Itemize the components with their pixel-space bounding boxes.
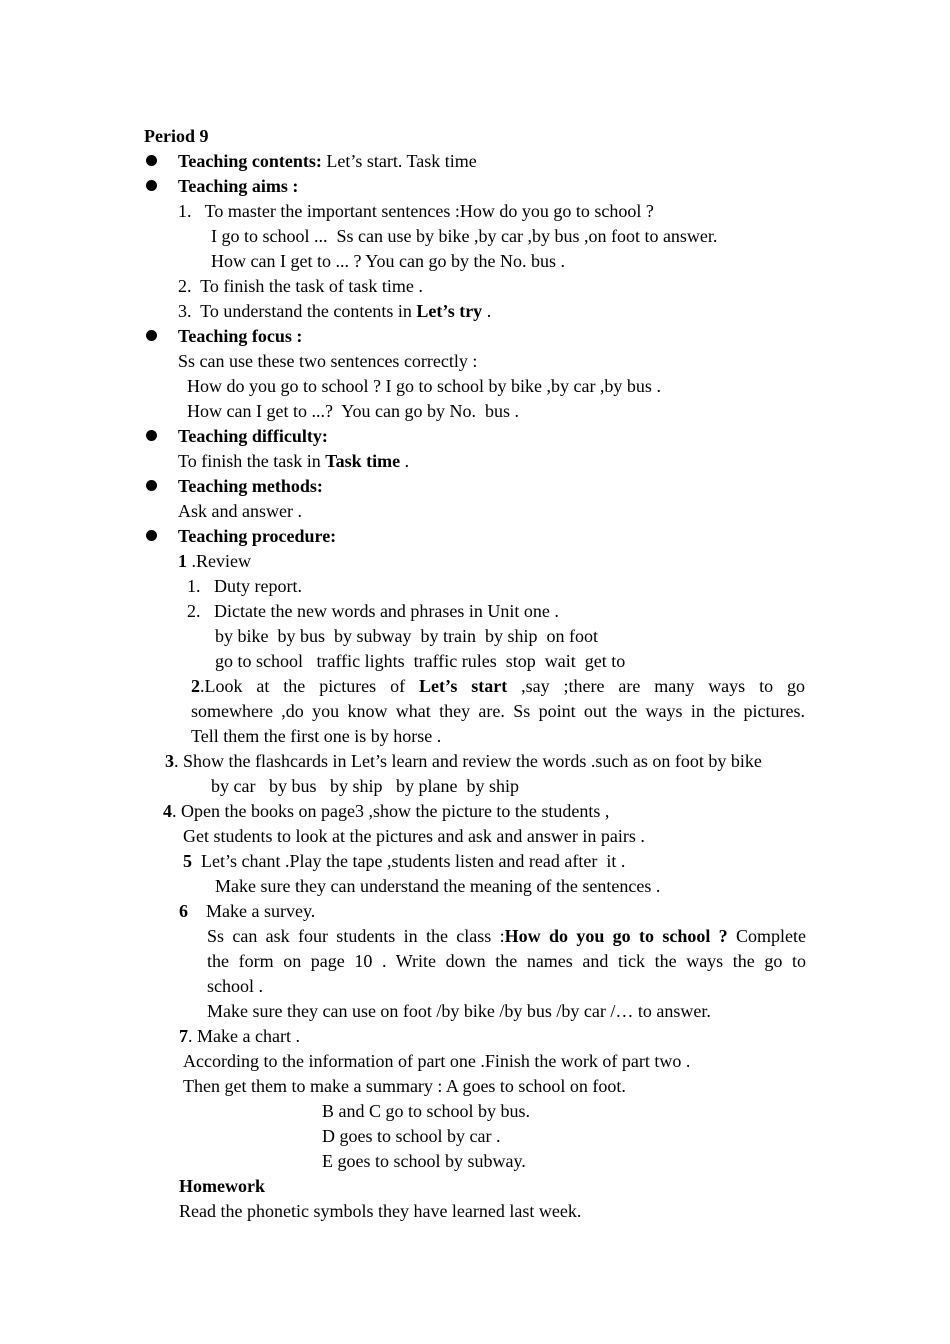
step-6-continuation: school .: [207, 976, 263, 996]
procedure-step-4: 4. Open the books on page3 ,show the picture to the students ,: [163, 801, 610, 821]
review-item: 2. Dictate the new words and phrases in Unit one .: [187, 601, 559, 621]
procedure-step-7: 7. Make a chart .: [179, 1026, 300, 1046]
aim-item-continuation: How can I get to ... ? You can go by the No. bus .: [211, 251, 565, 271]
procedure-step-1: 1 .Review: [178, 551, 251, 571]
procedure-step-3: 3. Show the flashcards in Let’s learn and review the words .such as on foot by bike: [165, 751, 762, 771]
step-2-continuation: somewhere ,do you know what they are. Ss point out the ways in the pictures.: [191, 701, 805, 721]
step-6-continuation: Ss can ask four students in the class :How do you go to school ? Complete: [207, 926, 806, 946]
step-3-continuation: by car by bus by ship by plane by ship: [211, 776, 519, 796]
focus-line: Ss can use these two sentences correctly :: [178, 351, 478, 371]
review-item: 1. Duty report.: [187, 576, 302, 596]
step-2-continuation: Tell them the first one is by horse .: [191, 726, 442, 746]
period-title: Period 9: [144, 126, 209, 146]
bullet-icon: [146, 180, 157, 191]
aim-item: 1. To master the important sentences :How do you go to school ?: [178, 201, 654, 221]
step-7-continuation: According to the information of part one .Finish the work of part two .: [183, 1051, 691, 1071]
bullet-icon: [146, 430, 157, 441]
summary-line: B and C go to school by bus.: [322, 1101, 531, 1121]
aim-item: 3. To understand the contents in Let’s try .: [178, 301, 492, 321]
teaching-focus-heading: Teaching focus :: [178, 326, 303, 346]
summary-line: D goes to school by car .: [322, 1126, 501, 1146]
homework-heading: Homework: [179, 1176, 265, 1196]
step-5-continuation: Make sure they can understand the meaning of the sentences .: [215, 876, 661, 896]
bullet-icon: [146, 330, 157, 341]
bullet-icon: [146, 480, 157, 491]
word-list: go to school traffic lights traffic rules stop wait get to: [215, 651, 626, 671]
procedure-step-6: 6 Make a survey.: [179, 901, 316, 921]
methods-line: Ask and answer .: [178, 501, 302, 521]
procedure-step-5: 5 Let’s chant .Play the tape ,students listen and read after it .: [183, 851, 626, 871]
aim-item-continuation: I go to school ... Ss can use by bike ,by car ,by bus ,on foot to answer.: [211, 226, 718, 246]
teaching-procedure-heading: Teaching procedure:: [178, 526, 337, 546]
bullet-icon: [146, 155, 157, 166]
step-6-continuation: Make sure they can use on foot /by bike /by bus /by car /… to answer.: [207, 1001, 711, 1021]
teaching-contents: Teaching contents: Let’s start. Task time: [178, 151, 477, 171]
procedure-step-2: 2.Look at the pictures of Let’s start ,say ;there are many ways to go: [191, 676, 805, 696]
word-list: by bike by bus by subway by train by ship on foot: [215, 626, 598, 646]
teaching-methods-heading: Teaching methods:: [178, 476, 323, 496]
teaching-aims-heading: Teaching aims :: [178, 176, 299, 196]
bullet-icon: [146, 530, 157, 541]
teaching-difficulty-heading: Teaching difficulty:: [178, 426, 328, 446]
homework-text: Read the phonetic symbols they have learned last week.: [179, 1201, 582, 1221]
focus-line: How do you go to school ? I go to school by bike ,by car ,by bus .: [187, 376, 661, 396]
focus-line: How can I get to ...? You can go by No. bus .: [187, 401, 519, 421]
aim-item: 2. To finish the task of task time .: [178, 276, 423, 296]
step-6-continuation: the form on page 10 . Write down the names and tick the ways the go to: [207, 951, 806, 971]
step-7-continuation: Then get them to make a summary : A goes to school on foot.: [183, 1076, 626, 1096]
summary-line: E goes to school by subway.: [322, 1151, 526, 1171]
step-4-continuation: Get students to look at the pictures and ask and answer in pairs .: [183, 826, 645, 846]
difficulty-line: To finish the task in Task time .: [178, 451, 410, 471]
